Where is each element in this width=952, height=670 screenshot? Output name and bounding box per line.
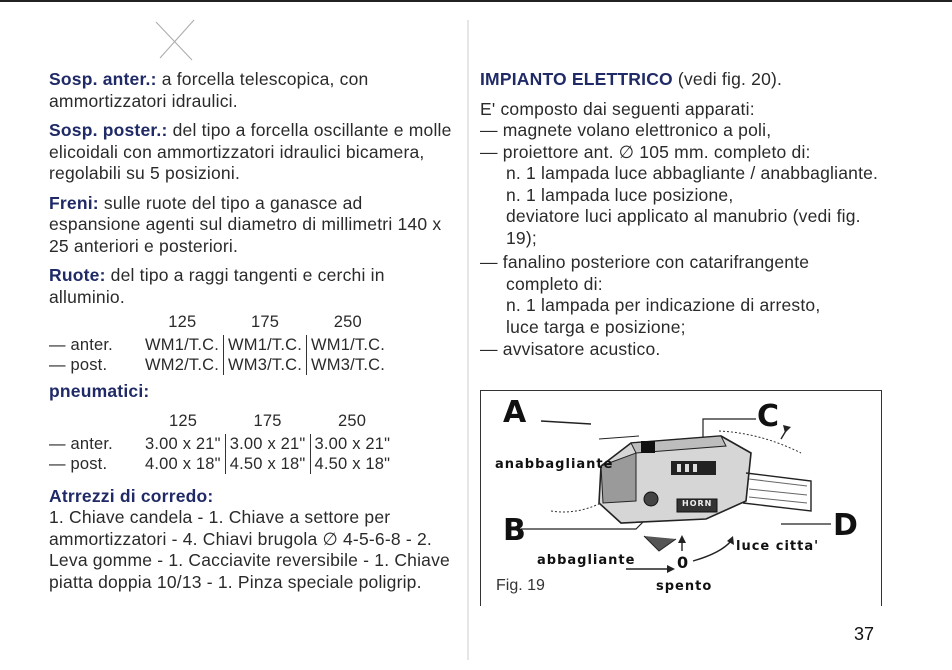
tools-para: Atrrezzi di corredo: 1. Chiave candela - 1. Chiave a settore per ammortizzatori - 4. Chiavi brugola ∅ 4-5-6-8 - 2. Leva gomme - 1. Cacciavite reversibile - 1. Chiave piatta doppia 10/13 - 1. Pinza speciale poligrip. — [49, 485, 450, 592]
tyres-header-cell: 125 — [169, 411, 198, 430]
right-column — [480, 69, 885, 361]
top-border-line — [0, 0, 952, 2]
figure-caption: Fig. 19 — [496, 577, 545, 594]
label-c: C — [757, 399, 780, 434]
horn-button-label: HORN — [682, 499, 713, 508]
label-anabbagliante: anabbagliante — [495, 457, 614, 472]
left-column — [49, 69, 455, 601]
pen-cross-mark — [150, 18, 200, 63]
tyres-header-cell: 175 — [253, 411, 282, 430]
label-abbagliante: abbagliante — [537, 553, 636, 568]
wheels-para: Ruote: del tipo a raggi tangenti e cerchi in alluminio. — [49, 265, 385, 307]
rims-header-cell: 250 — [333, 313, 362, 331]
front-suspension-para: Sosp. anter.: a forcella telescopica, con ammortizzatori idraulici. — [49, 69, 369, 111]
label-b: B — [503, 513, 526, 548]
label-spento: spento — [656, 579, 713, 594]
list-subitem: n. 1 lampada luce posizione, — [506, 184, 734, 205]
label-a: A — [503, 395, 527, 430]
page-gutter — [466, 20, 470, 660]
rims-table — [49, 312, 389, 375]
list-item: — proiettore ant. ∅ 105 mm. completo di: — [480, 141, 811, 162]
light-switch-illustration — [481, 391, 881, 606]
label-zero: 0 — [677, 553, 690, 572]
brakes-para: Freni: sulle ruote del tipo a ganasce ad espansione agenti sul diametro di millimetri 140 x 25 anteriori e posteriori. — [49, 192, 442, 256]
list-subitem: deviatore luci applicato al manubrio (vedi fig. 19); — [506, 206, 861, 248]
tyres-table — [49, 411, 394, 474]
table-row: — post. WM2/T.C. WM3/T.C. WM3/T.C. — [49, 355, 389, 375]
table-row: — anter. 3.00 x 21" 3.00 x 21" 3.00 x 21" — [49, 434, 394, 454]
page-number: 37 — [854, 624, 875, 644]
list-subitem: luce targa e posizione; — [506, 316, 686, 337]
electrical-intro: E' composto dai seguenti apparati: — [480, 98, 755, 119]
list-subitem: n. 1 lampada per indicazione di arresto, — [506, 295, 821, 315]
tyres-header-cell: 250 — [338, 411, 367, 430]
table-row: — anter. WM1/T.C. WM1/T.C. WM1/T.C. — [49, 335, 389, 355]
label-d: D — [833, 508, 858, 543]
label-luce-citta: luce citta' — [736, 539, 820, 554]
list-subitem: n. 1 lampada luce abbagliante / anabbagliante. — [506, 163, 879, 183]
list-item: — magnete volano elettronico a poli, — [480, 120, 772, 140]
table-row: — post. 4.00 x 18" 4.50 x 18" 4.50 x 18" — [49, 454, 394, 474]
rims-header-cell: 175 — [250, 313, 280, 331]
list-item: — fanalino posteriore con catarifrangente completo di: — [480, 252, 810, 294]
electrical-heading: IMPIANTO ELETTRICO (vedi fig. 20). — [480, 69, 783, 89]
tyres-heading: pneumatici: — [49, 381, 150, 401]
rear-suspension-para: Sosp. poster.: del tipo a forcella oscillante e molle elicoidali con ammortizzatori idraulici bicamera, regolabili su 5 posizioni. — [49, 120, 452, 183]
list-item: — avvisatore acustico. — [480, 339, 661, 359]
fig19-handlebar-switch — [480, 390, 882, 606]
rims-header-cell: 125 — [168, 313, 197, 331]
